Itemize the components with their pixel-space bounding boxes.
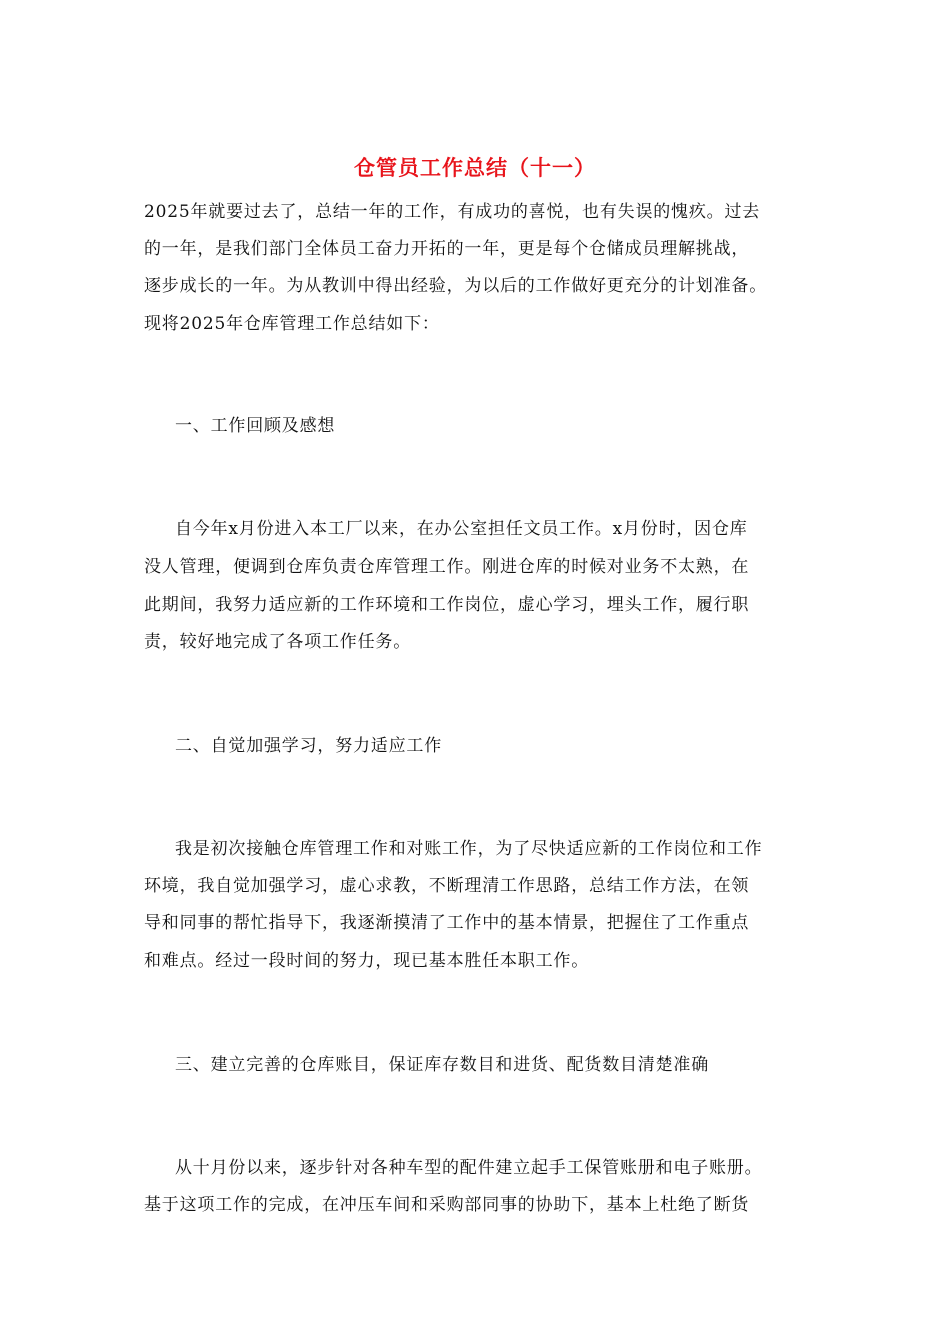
paragraph-line: 环境，我自觉加强学习，虚心求教，不断理清工作思路，总结工作方法，在领 (144, 876, 750, 896)
paragraph-line: 没人管理，便调到仓库负责仓库管理工作。刚进仓库的时候对业务不太熟，在 (144, 557, 750, 577)
paragraph-line: 我是初次接触仓库管理工作和对账工作，为了尽快适应新的工作岗位和工作 (175, 839, 763, 859)
paragraph-line: 导和同事的帮忙指导下，我逐渐摸清了工作中的基本情景，把握住了工作重点 (144, 913, 750, 933)
document-title: 仓管员工作总结（十一） (354, 155, 596, 180)
section-heading: 一、工作回顾及感想 (175, 416, 336, 436)
section-heading: 二、自觉加强学习，努力适应工作 (175, 736, 442, 756)
paragraph-line: 责，较好地完成了各项工作任务。 (144, 632, 411, 652)
intro-line: 现将2025年仓库管理工作总结如下： (144, 314, 440, 334)
paragraph-line: 基于这项工作的完成，在冲压车间和采购部同事的协助下，基本上杜绝了断货 (144, 1195, 750, 1215)
paragraph-line: 从十月份以来，逐步针对各种车型的配件建立起手工保管账册和电子账册。 (175, 1158, 763, 1178)
intro-line: 2025年就要过去了，总结一年的工作，有成功的喜悦，也有失误的愧疚。过去 (144, 202, 761, 222)
intro-line: 逐步成长的一年。为从教训中得出经验，为以后的工作做好更充分的计划准备。 (144, 276, 767, 296)
paragraph-line: 自今年x月份进入本工厂以来，在办公室担任文员工作。x月份时，因仓库 (175, 519, 748, 539)
section-heading: 三、建立完善的仓库账目，保证库存数目和进货、配货数目清楚准确 (175, 1055, 709, 1075)
paragraph-line: 和难点。经过一段时间的努力，现已基本胜任本职工作。 (144, 951, 589, 971)
intro-line: 的一年，是我们部门全体员工奋力开拓的一年，更是每个仓储成员理解挑战， (144, 239, 750, 259)
paragraph-line: 此期间，我努力适应新的工作环境和工作岗位，虚心学习，埋头工作，履行职 (144, 595, 750, 615)
